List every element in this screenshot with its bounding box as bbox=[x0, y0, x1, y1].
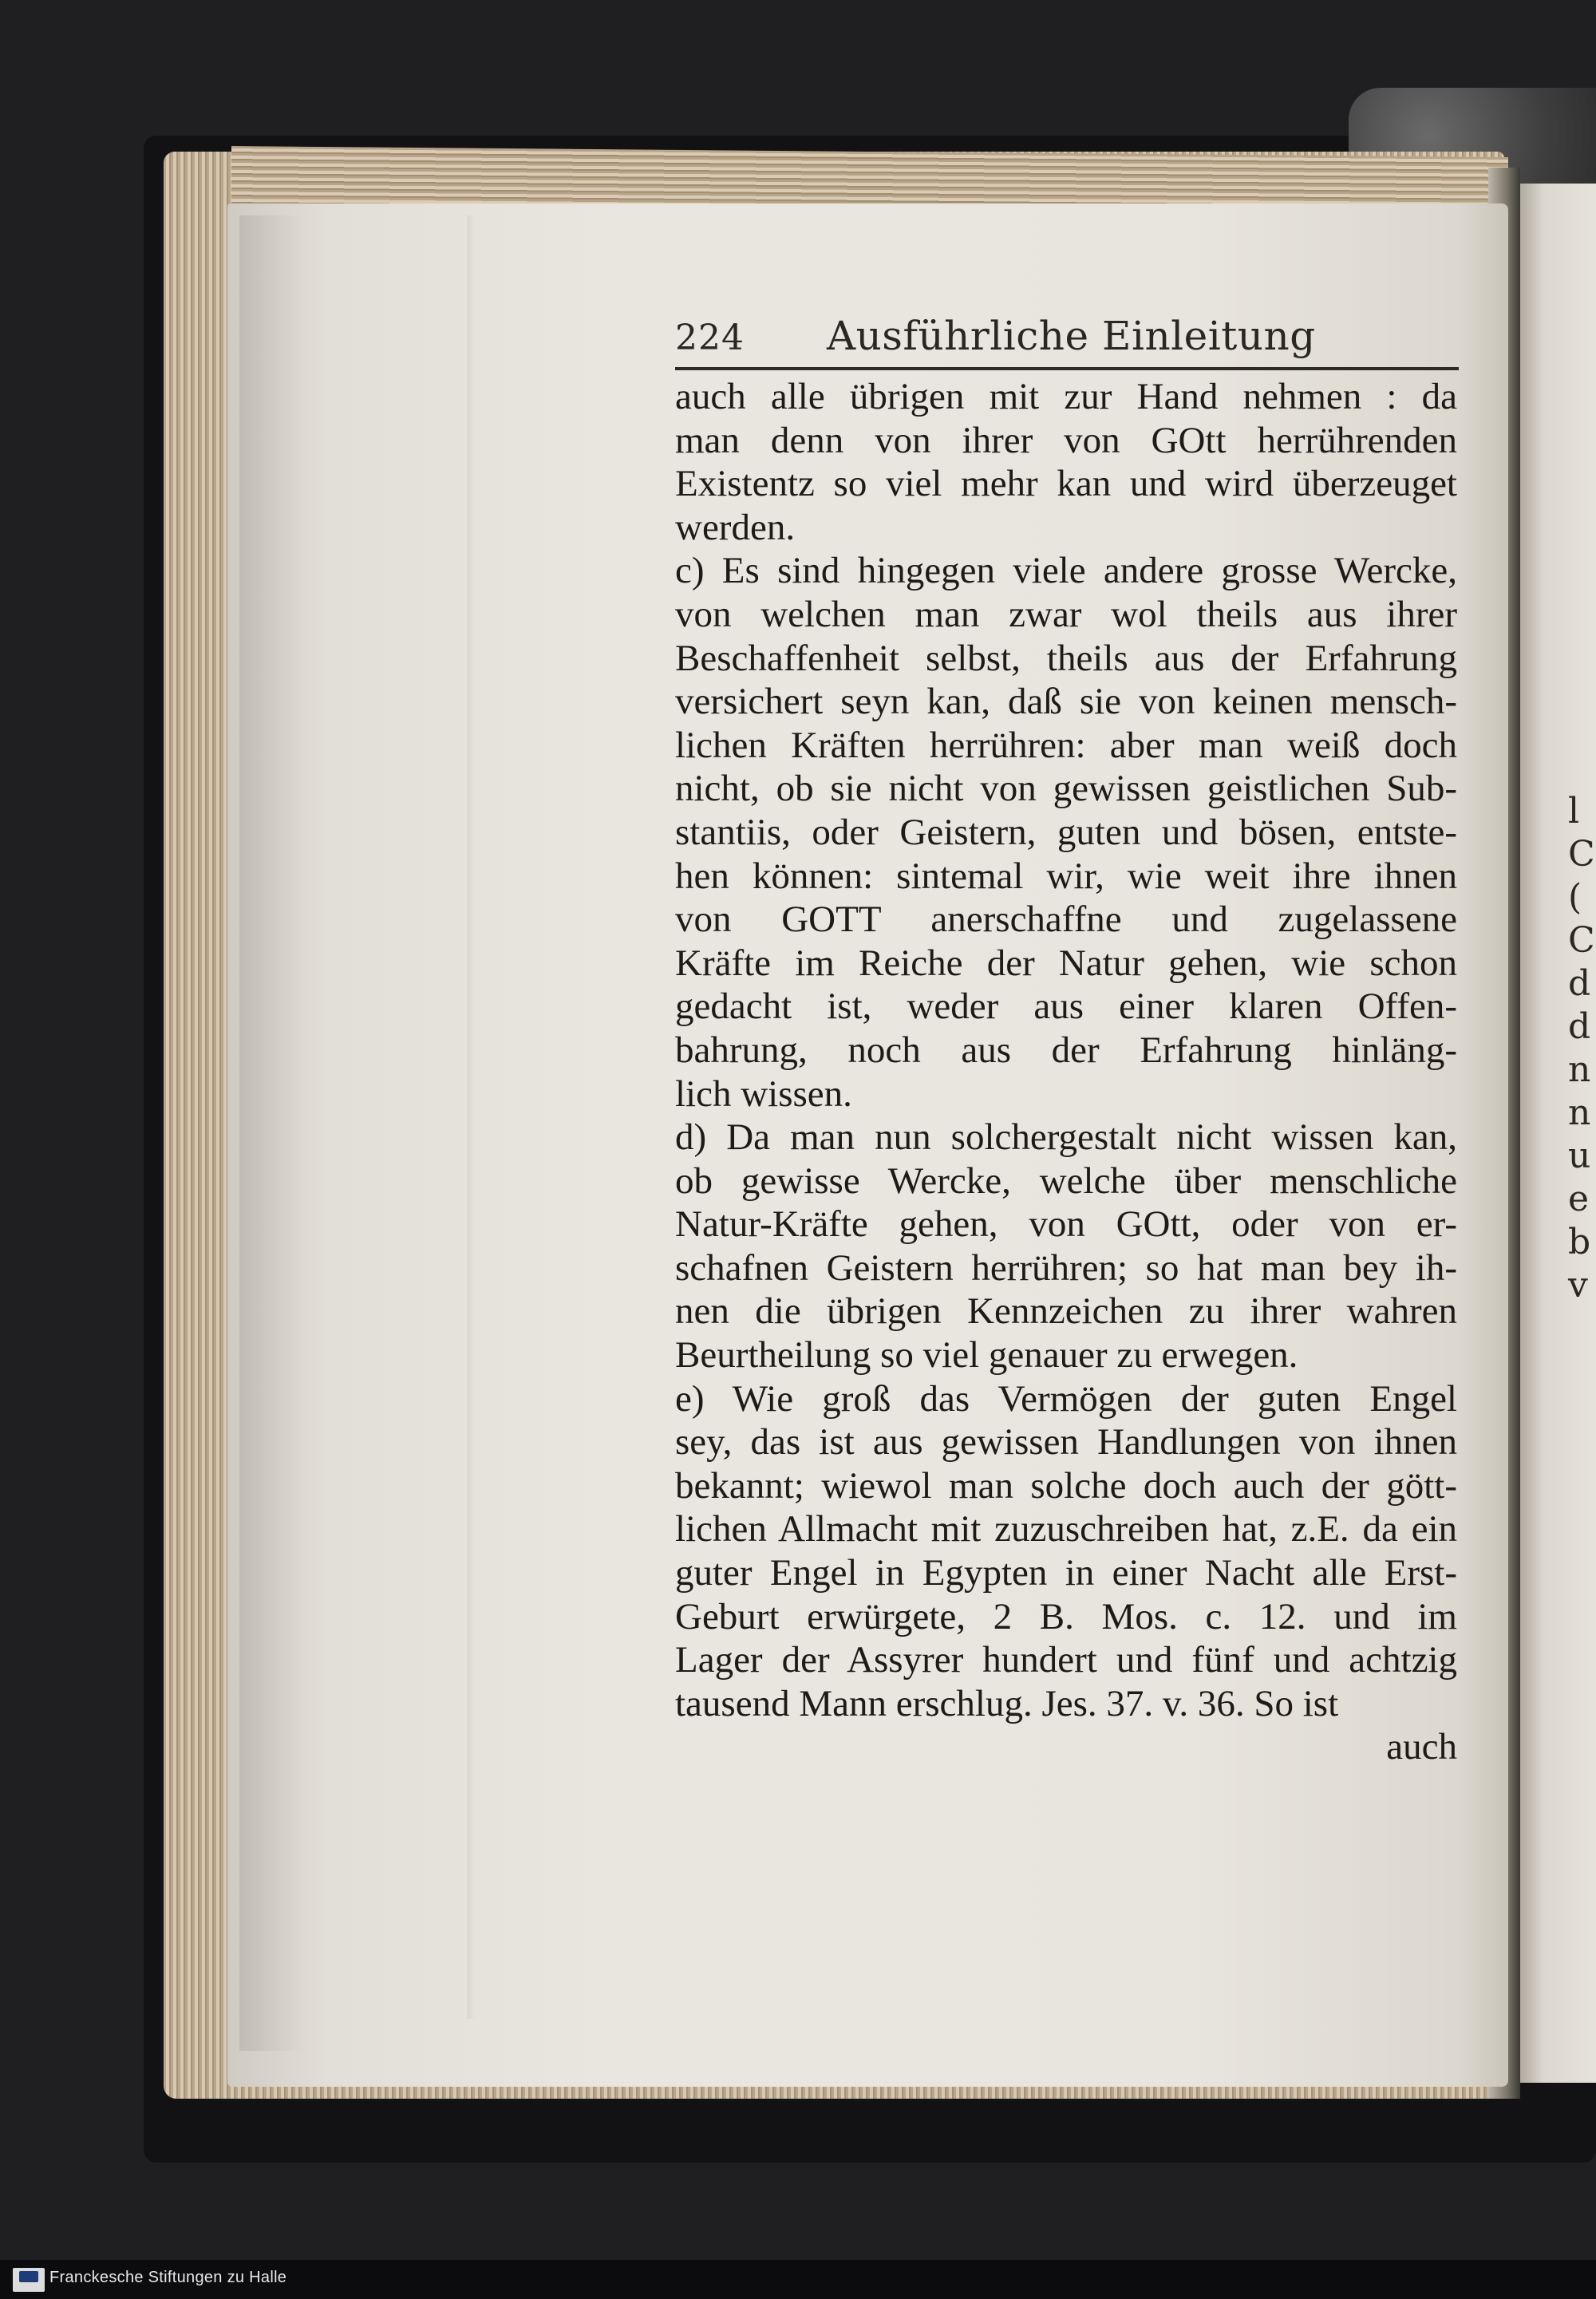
text-line: e) Wie groß das Vermögen der guten Engel bbox=[675, 1377, 1457, 1420]
text-line: Geburt erwürgete, 2 B. Mos. c. 12. und im bbox=[675, 1595, 1457, 1637]
text-line: lichen Kräften herrühren: aber man weiß doch bbox=[675, 724, 1457, 766]
institution-logo bbox=[13, 2268, 45, 2292]
text-line: von welchen man zwar wol theils aus ihrer bbox=[675, 593, 1457, 635]
text-line: lich wissen. bbox=[675, 1072, 852, 1115]
text-line: Beurtheilung so viel genauer zu erwegen. bbox=[675, 1334, 1298, 1377]
facing-glyph: C bbox=[1568, 834, 1595, 875]
facing-glyph: C bbox=[1568, 920, 1595, 961]
running-title: Ausführliche Einleitung bbox=[827, 313, 1316, 359]
text-line: nicht, ob sie nicht von gewissen geistlichen Sub- bbox=[675, 768, 1457, 810]
facing-glyph: b bbox=[1568, 1222, 1591, 1262]
facing-glyph: ( bbox=[1568, 877, 1582, 918]
text-line: werden. bbox=[675, 506, 796, 548]
text-line: nen die übrigen Kennzeichen zu ihrer wahren bbox=[675, 1290, 1457, 1333]
facing-glyph: n bbox=[1568, 1049, 1591, 1090]
text-line: bekannt; wiewol man solche doch auch der gött- bbox=[675, 1464, 1457, 1507]
text-line: von GOTT anerschaffne und zugelassene bbox=[675, 899, 1457, 941]
facing-glyph: d bbox=[1568, 1006, 1591, 1047]
facing-glyph: n bbox=[1568, 1092, 1591, 1133]
text-line: Lager der Assyrer hundert und fünf und achtzig bbox=[675, 1639, 1457, 1681]
facing-glyph: v bbox=[1568, 1265, 1588, 1306]
text-line: versichert seyn kan, daß sie von keinen mensch- bbox=[675, 681, 1457, 723]
text-line: d) Da man nun solchergestalt nicht wissen kan, bbox=[675, 1116, 1457, 1159]
text-line: lichen Allmacht mit zuzuschreiben hat, z.E. da ein bbox=[675, 1508, 1457, 1550]
text-line: Kräfte im Reiche der Natur gehen, wie schon bbox=[675, 942, 1457, 984]
text-line: stantiis, oder Geistern, guten und bösen, entste- bbox=[675, 811, 1457, 853]
page-number: 224 bbox=[675, 318, 745, 358]
text-line: gedacht ist, weder aus einer klaren Offen- bbox=[675, 986, 1457, 1028]
facing-glyph: u bbox=[1568, 1136, 1591, 1176]
text-line: bahrung, noch aus der Erfahrung hinläng- bbox=[675, 1029, 1457, 1071]
head-rule bbox=[675, 367, 1459, 370]
text-line: hen können: sintemal wir, wie weit ihre ihnen bbox=[675, 855, 1457, 897]
text-line: sey, das ist aus gewissen Handlungen von ihnen bbox=[675, 1421, 1457, 1464]
text-line: Natur-Kräfte gehen, von GOtt, oder von er- bbox=[675, 1203, 1457, 1246]
text-line: Existentz so viel mehr kan und wird überzeuget bbox=[675, 463, 1457, 505]
body-text bbox=[675, 375, 1457, 1769]
text-line: c) Es sind hingegen viele andere grosse Wercke, bbox=[675, 550, 1457, 592]
facing-page-text bbox=[1568, 790, 1596, 1307]
page-crease bbox=[467, 215, 475, 2019]
catchword: auch bbox=[1386, 1726, 1457, 1768]
facing-glyph: l bbox=[1568, 791, 1580, 832]
text-line: man denn von ihrer von GOtt herrührenden bbox=[675, 419, 1457, 461]
text-line: ob gewisse Wercke, welche über menschliche bbox=[675, 1159, 1457, 1202]
facing-glyph: e bbox=[1568, 1179, 1590, 1219]
facing-glyph: d bbox=[1568, 963, 1591, 1004]
text-line: tausend Mann erschlug. Jes. 37. v. 36. So ist bbox=[675, 1682, 1339, 1724]
text-line: guter Engel in Egypten in einer Nacht alle Erst- bbox=[675, 1552, 1457, 1594]
text-line: schafnen Geistern herrühren; so hat man bey ih- bbox=[675, 1246, 1457, 1289]
text-line: Beschaffenheit selbst, theils aus der Erfahrung bbox=[675, 637, 1457, 679]
text-line: auch alle übrigen mit zur Hand nehmen : da bbox=[675, 376, 1457, 417]
page-fold-shadow bbox=[239, 215, 303, 2051]
running-head bbox=[675, 313, 1457, 365]
footer-credit: Franckesche Stiftungen zu Halle bbox=[49, 2269, 287, 2286]
